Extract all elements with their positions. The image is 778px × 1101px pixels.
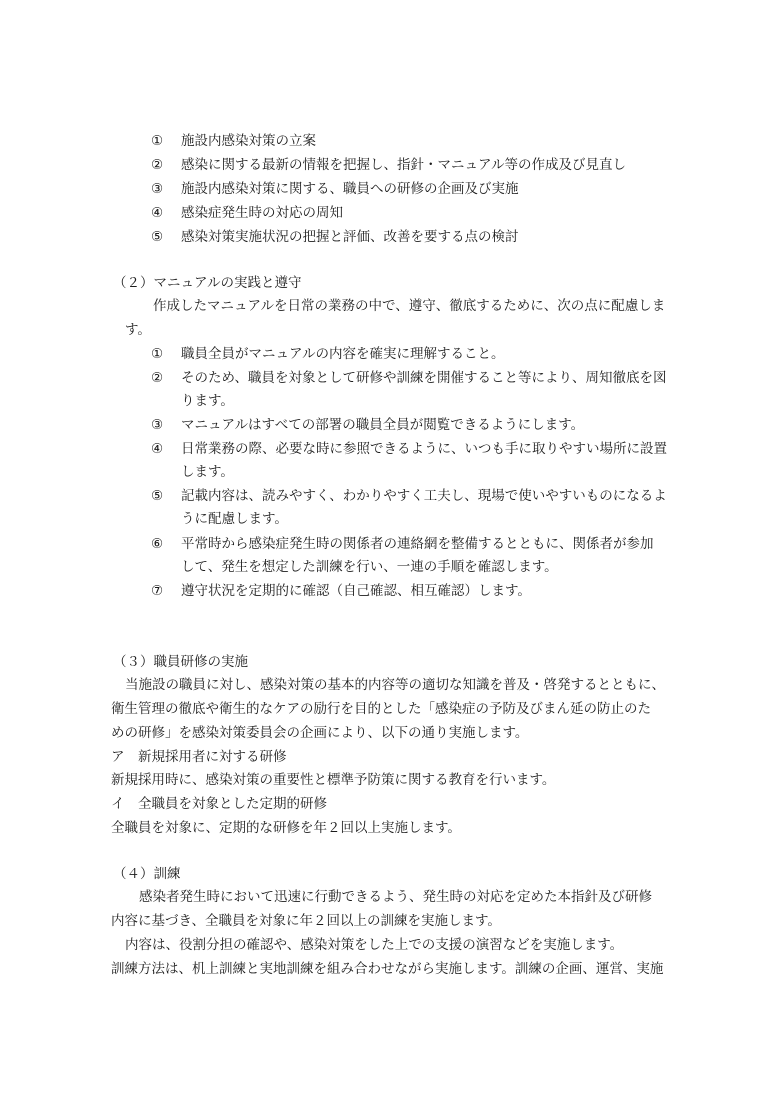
- list-item-number: ③: [151, 417, 164, 433]
- list-item-number: ④: [151, 205, 164, 221]
- list-item-number: ④: [151, 441, 164, 457]
- list-item-text: 職員全員がマニュアルの内容を確実に理解すること。: [181, 346, 505, 362]
- list-item-text: 感染症発生時の対応の周知: [181, 205, 343, 221]
- list-item-text: 日常業務の際、必要な時に参照できるように、いつも手に取りやすい場所に設置: [181, 441, 667, 457]
- paragraph-line: 作成したマニュアルを日常の業務の中で、遵守、徹底するために、次の点に配慮しま: [153, 298, 666, 314]
- paragraph-line: 全職員を対象に、定期的な研修を年２回以上実施します。: [111, 820, 461, 836]
- list-item-text: ります。: [181, 393, 234, 409]
- list-item-number: ⑦: [151, 583, 164, 599]
- list-item-number: ②: [151, 157, 164, 173]
- list-item-number: ⑥: [151, 536, 164, 552]
- list-item-number: ①: [151, 346, 164, 362]
- paragraph-line: 新規採用時に、感染対策の重要性と標準予防策に関する教育を行います。: [111, 772, 556, 788]
- paragraph-line: 訓練方法は、机上訓練と実地訓練を組み合わせながら実施します。訓練の企画、運営、実施: [111, 961, 664, 977]
- paragraph-line: 当施設の職員に対し、感染対策の基本的内容等の適切な知識を普及・啓発するとともに、: [125, 677, 665, 693]
- list-item-number: ②: [151, 370, 164, 386]
- section-heading: （３）職員研修の実施: [113, 654, 248, 670]
- list-item-text: うに配慮します。: [181, 511, 288, 527]
- section-heading: （４）訓練: [113, 866, 181, 882]
- list-item-text: 感染対策実施状況の把握と評価、改善を要する点の検討: [181, 229, 519, 245]
- subheading-all-staff: イ 全職員を対象とした定期的研修: [111, 796, 327, 812]
- paragraph-line: 内容に基づき、全職員を対象に年２回以上の訓練を実施します。: [111, 913, 501, 929]
- list-item-text: 遵守状況を定期的に確認（自己確認、相互確認）します。: [181, 583, 531, 599]
- subheading-new-hire: ア 新規採用者に対する研修: [111, 749, 287, 765]
- paragraph-line: 衛生管理の徹底や衛生的なケアの励行を目的とした「感染症の予防及びまん延の防止のた: [111, 701, 651, 717]
- paragraph-line: めの研修」を感染対策委員会の企画により、以下の通り実施します。: [111, 725, 529, 741]
- paragraph-line: 内容は、役割分担の確認や、感染対策をした上での支援の演習などを実施します。: [125, 937, 624, 953]
- list-item-text: 施設内感染対策に関する、職員への研修の企画及び実施: [181, 181, 519, 197]
- list-item-text: 施設内感染対策の立案: [181, 133, 316, 149]
- list-item-text: します。: [181, 464, 234, 480]
- list-item-text: マニュアルはすべての部署の職員全員が閲覧できるようにします。: [181, 417, 585, 433]
- list-item-number: ①: [151, 133, 164, 149]
- list-item-text: 平常時から感染症発生時の関係者の連絡網を整備するとともに、関係者が参加: [181, 536, 654, 552]
- list-item-text: 記載内容は、読みやすく、わかりやすく工夫し、現場で使いやすいものになるよ: [181, 488, 667, 504]
- paragraph-line: す。: [125, 322, 151, 338]
- list-item-number: ③: [151, 181, 164, 197]
- list-item-number: ⑤: [151, 488, 164, 504]
- paragraph-line: 感染者発生時において迅速に行動できるよう、発生時の対応を定めた本指針及び研修: [139, 889, 652, 905]
- list-item-text: して、発生を想定した訓練を行い、一連の手順を確認します。: [181, 559, 558, 575]
- list-item-number: ⑤: [151, 229, 164, 245]
- list-item-text: 感染に関する最新の情報を把握し、指針・マニュアル等の作成及び見直し: [181, 157, 626, 173]
- list-item-text: そのため、職員を対象として研修や訓練を開催すること等により、周知徹底を図: [181, 370, 667, 386]
- section-heading: （２）マニュアルの実践と遵守: [113, 275, 302, 291]
